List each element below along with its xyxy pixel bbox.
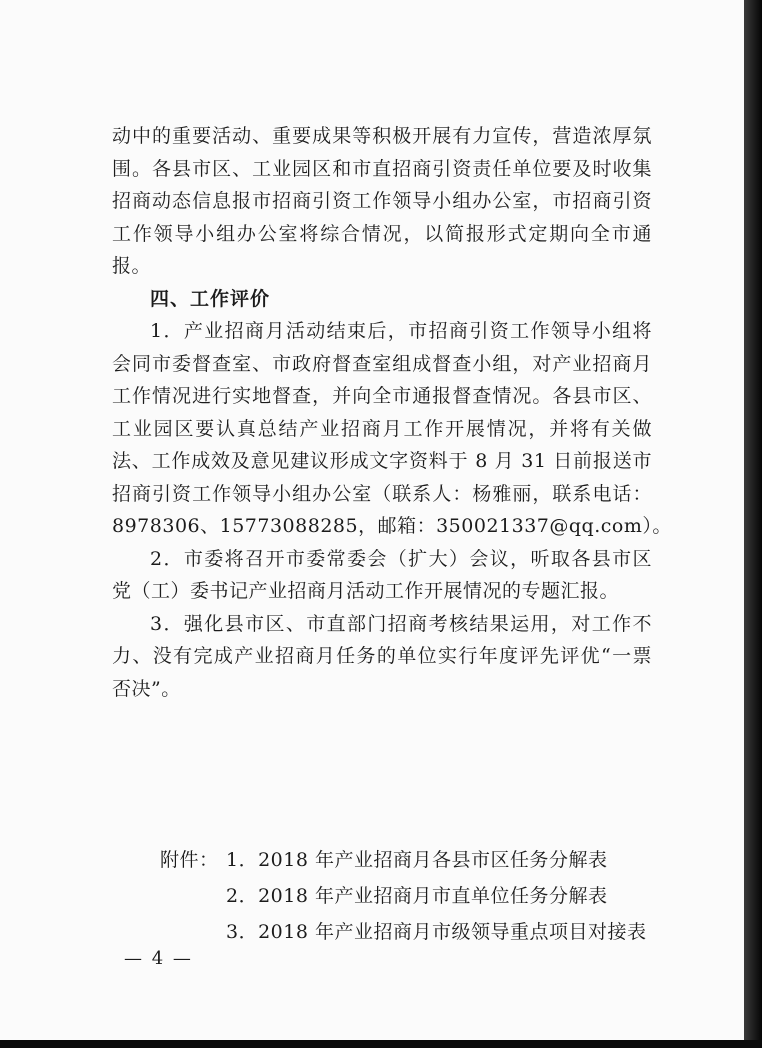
- attachment-item: [160, 842, 646, 878]
- text-line: 围。各县市区、工业园区和市直招商引资责任单位要及时收集: [112, 157, 652, 180]
- attachments-label: 附件：: [160, 849, 219, 871]
- attachment-title: 2．2018 年产业招商月市直单位任务分解表: [226, 885, 608, 907]
- attachment-item: [160, 878, 646, 914]
- document-body: [112, 120, 672, 705]
- text-line: 招商引资工作领导小组办公室（联系人：杨雅丽，联系电话：: [112, 482, 652, 505]
- text-line: 3．强化县市区、市直部门招商考核结果运用，对工作不: [150, 612, 652, 635]
- attachment-title: 1．2018 年产业招商月各县市区任务分解表: [226, 849, 608, 871]
- text-line: 报。: [112, 255, 152, 277]
- text-line: 工业园区要认真总结产业招商月工作开展情况，并将有关做: [112, 417, 652, 440]
- text-line: 会同市委督查室、市政府督查室组成督查小组，对产业招商月: [112, 352, 652, 375]
- text-line: 2．市委将召开市委常委会（扩大）会议，听取各县市区: [150, 547, 652, 570]
- text-line: 工作领导小组办公室将综合情况，以简报形式定期向全市通: [112, 222, 652, 245]
- attachment-title: 3．2018 年产业招商月市级领导重点项目对接表: [226, 921, 647, 943]
- text-line: 工作情况进行实地督查，并向全市通报督查情况。各县市区、: [112, 385, 652, 407]
- text-line: 法、工作成效及意见建议形成文字资料于 8 月 31 日前报送市: [112, 450, 652, 472]
- text-line: 否决”。: [112, 677, 181, 700]
- text-line: 8978306、15773088285，邮箱：350021337@qq.com）。: [112, 515, 672, 537]
- text-line: 1．产业招商月活动结束后，市招商引资工作领导小组将: [150, 320, 652, 342]
- attachment-item: [160, 914, 646, 950]
- text-line: 动中的重要活动、重要成果等积极开展有力宣传，营造浓厚氛: [112, 125, 652, 147]
- section-heading: 四、工作评价: [150, 287, 271, 310]
- text-line: 力、没有完成产业招商月任务的单位实行年度评先评优“一票: [112, 645, 652, 667]
- page-number: — 4 —: [124, 948, 193, 969]
- text-line: 党（工）委书记产业招商月活动工作开展情况的专题汇报。: [112, 580, 620, 602]
- scan-border-right: [744, 0, 762, 1048]
- scan-border-bottom: [0, 1040, 762, 1048]
- attachments-list: [160, 842, 646, 950]
- text-line: 招商动态信息报市招商引资工作领导小组办公室，市招商引资: [112, 190, 652, 212]
